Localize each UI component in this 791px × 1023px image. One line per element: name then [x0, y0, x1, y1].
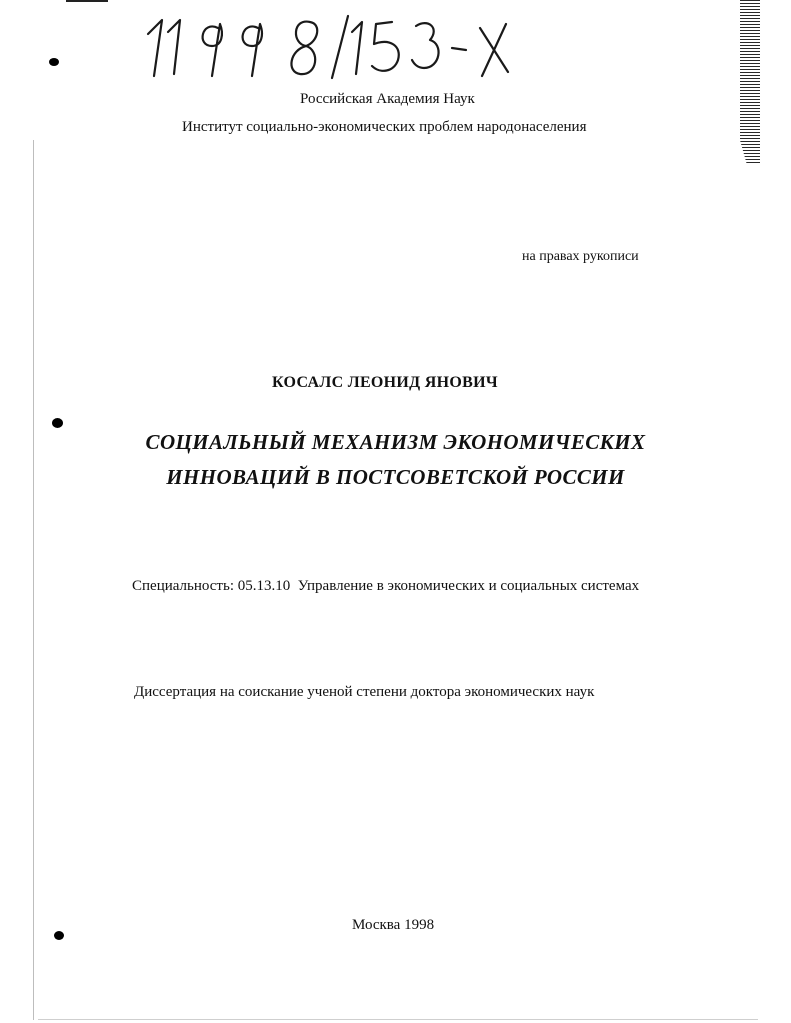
scan-bottom-edge: [38, 1019, 758, 1020]
scan-left-edge: [33, 140, 34, 1020]
author-name: КОСАЛС ЛЕОНИД ЯНОВИЧ: [272, 374, 498, 391]
manuscript-rights-note: на правах рукописи: [522, 249, 639, 264]
binder-hole-middle: [52, 418, 63, 428]
thesis-degree-line: Диссертация на соискание ученой степени доктора экономических наук: [134, 684, 595, 700]
thesis-title-line-2: ИННОВАЦИЙ В ПОСТСОВЕТСКОЙ РОССИИ: [166, 465, 625, 489]
academy-name: Российская Академия Наук: [300, 91, 475, 107]
binder-hole-top: [49, 58, 59, 66]
barcode-strip: [740, 0, 760, 165]
thesis-title-line-1: СОЦИАЛЬНЫЙ МЕХАНИЗМ ЭКОНОМИЧЕСКИХ: [145, 430, 646, 454]
handwritten-catalog-number: [140, 6, 520, 91]
specialty-line: Специальность: 05.13.10 Управление в экономических и социальных системах: [132, 578, 640, 594]
binder-hole-bottom: [54, 931, 64, 940]
place-and-year: Москва 1998: [352, 917, 435, 933]
scan-top-rule: [66, 0, 108, 2]
institute-name: Институт социально-экономических проблем народонаселения: [182, 119, 587, 135]
